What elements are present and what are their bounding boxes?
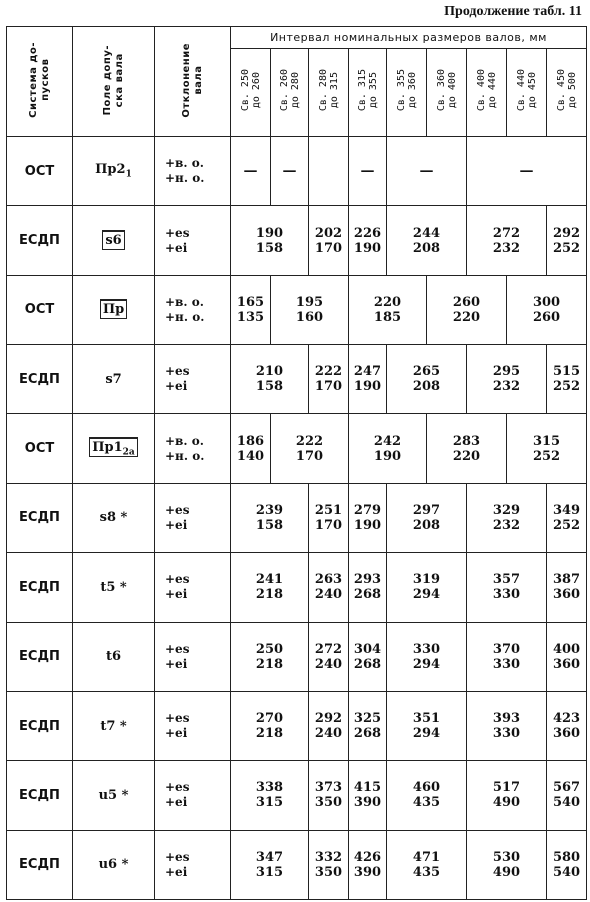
field-label bbox=[95, 162, 132, 180]
value-cell: 295 232 bbox=[467, 345, 547, 414]
system-cell: ОСТ bbox=[7, 275, 73, 344]
value-cell: 330 294 bbox=[387, 622, 467, 691]
header-system-label: Система до- пусков bbox=[27, 42, 51, 118]
field-label bbox=[105, 372, 121, 387]
field-label bbox=[99, 857, 129, 872]
value-cell: 270 218 bbox=[231, 691, 309, 760]
value-cell: 222 170 bbox=[309, 345, 349, 414]
value-cell: 292 252 bbox=[547, 206, 587, 275]
deviation-cell: +es +ei bbox=[155, 761, 231, 830]
range-label: Св. 315 до 355 bbox=[356, 69, 379, 112]
value-cell: 370 330 bbox=[467, 622, 547, 691]
value-cell: 293 268 bbox=[349, 553, 387, 622]
field-main: s7 bbox=[105, 371, 122, 387]
range-label: Св. 440 до 450 bbox=[515, 69, 538, 112]
value-cell: — bbox=[271, 137, 309, 206]
value-cell: 347 315 bbox=[231, 830, 309, 899]
value-cell: 325 268 bbox=[349, 691, 387, 760]
value-cell: — bbox=[231, 137, 271, 206]
value-cell: 357 330 bbox=[467, 553, 547, 622]
header-interval: Интервал номинальных размеров валов, мм bbox=[231, 27, 587, 49]
value-cell: 244 208 bbox=[387, 206, 467, 275]
value-cell: 415 390 bbox=[349, 761, 387, 830]
value-cell: 387 360 bbox=[547, 553, 587, 622]
value-cell: 530 490 bbox=[467, 830, 547, 899]
deviation-cell: +es +ei bbox=[155, 553, 231, 622]
value-cell: 190 158 bbox=[231, 206, 309, 275]
field-label bbox=[100, 299, 127, 319]
range-label: Св. 400 до 440 bbox=[475, 69, 498, 112]
field-main: u5 * bbox=[98, 787, 129, 803]
value-cell: 265 208 bbox=[387, 345, 467, 414]
field-cell bbox=[73, 345, 155, 414]
range-header-0 bbox=[231, 49, 271, 137]
field-main: s8 * bbox=[99, 510, 128, 526]
value-cell: 263 240 bbox=[309, 553, 349, 622]
field-cell bbox=[73, 622, 155, 691]
value-cell: 239 158 bbox=[231, 483, 309, 552]
field-main: t5 * bbox=[100, 579, 127, 595]
value-cell: 423 360 bbox=[547, 691, 587, 760]
table-row bbox=[7, 206, 587, 275]
table-body bbox=[7, 137, 587, 900]
value-cell: 315 252 bbox=[507, 414, 587, 483]
deviation-cell: +es +ei bbox=[155, 691, 231, 760]
value-cell: 241 218 bbox=[231, 553, 309, 622]
value-cell: 297 208 bbox=[387, 483, 467, 552]
value-cell: 460 435 bbox=[387, 761, 467, 830]
field-subscript: 2а bbox=[122, 447, 135, 458]
value-cell: — bbox=[387, 137, 467, 206]
value-cell: 426 390 bbox=[349, 830, 387, 899]
value-cell: 393 330 bbox=[467, 691, 547, 760]
range-label: Св. 355 до 360 bbox=[395, 69, 418, 112]
value-cell bbox=[309, 137, 349, 206]
field-main: t6 bbox=[105, 649, 122, 665]
field-cell bbox=[73, 761, 155, 830]
field-label bbox=[102, 230, 124, 250]
table-row bbox=[7, 830, 587, 899]
value-cell: 400 360 bbox=[547, 622, 587, 691]
deviation-cell: +es +ei bbox=[155, 622, 231, 691]
field-label bbox=[106, 649, 121, 664]
deviation-cell: +в. о. +н. о. bbox=[155, 137, 231, 206]
table-row bbox=[7, 137, 587, 206]
system-cell: ОСТ bbox=[7, 414, 73, 483]
header-field bbox=[73, 27, 155, 137]
field-label bbox=[100, 510, 128, 525]
value-cell: 471 435 bbox=[387, 830, 467, 899]
value-cell: 329 232 bbox=[467, 483, 547, 552]
header-deviation-label: Отклонение вала bbox=[180, 42, 204, 118]
value-cell: 226 190 bbox=[349, 206, 387, 275]
system-cell: ЕСДП bbox=[7, 483, 73, 552]
value-cell: 580 540 bbox=[547, 830, 587, 899]
field-cell bbox=[73, 206, 155, 275]
range-label: Св. 250 до 260 bbox=[239, 69, 262, 112]
value-cell: 300 260 bbox=[507, 275, 587, 344]
value-cell: 250 218 bbox=[231, 622, 309, 691]
value-cell: 165 135 bbox=[231, 275, 271, 344]
range-label: Св. 280 до 315 bbox=[317, 69, 340, 112]
system-cell: ЕСДП bbox=[7, 691, 73, 760]
field-cell bbox=[73, 137, 155, 206]
field-main: Пр2 bbox=[95, 162, 126, 178]
system-cell: ОСТ bbox=[7, 137, 73, 206]
value-cell: 251 170 bbox=[309, 483, 349, 552]
range-label: Св. 450 до 500 bbox=[555, 69, 578, 112]
value-cell: 260 220 bbox=[427, 275, 507, 344]
value-cell: 247 190 bbox=[349, 345, 387, 414]
value-cell: 338 315 bbox=[231, 761, 309, 830]
value-cell: 202 170 bbox=[309, 206, 349, 275]
field-label bbox=[100, 580, 126, 595]
field-cell bbox=[73, 553, 155, 622]
deviation-cell: +в. о. +н. о. bbox=[155, 275, 231, 344]
table-row bbox=[7, 345, 587, 414]
value-cell: 304 268 bbox=[349, 622, 387, 691]
value-cell: 517 490 bbox=[467, 761, 547, 830]
value-cell: 272 232 bbox=[467, 206, 547, 275]
value-cell: 515 252 bbox=[547, 345, 587, 414]
field-cell bbox=[73, 483, 155, 552]
value-cell: 220 185 bbox=[349, 275, 427, 344]
range-label: Св. 260 до 280 bbox=[278, 69, 301, 112]
deviation-cell: +es +ei bbox=[155, 345, 231, 414]
value-cell: 292 240 bbox=[309, 691, 349, 760]
value-cell: 373 350 bbox=[309, 761, 349, 830]
table-row bbox=[7, 275, 587, 344]
header-field-label: Поле допу- ска вала bbox=[101, 44, 125, 116]
field-label bbox=[99, 788, 129, 803]
value-cell: 272 240 bbox=[309, 622, 349, 691]
table-row bbox=[7, 691, 587, 760]
table-row bbox=[7, 483, 587, 552]
value-cell: 186 140 bbox=[231, 414, 271, 483]
value-cell: 279 190 bbox=[349, 483, 387, 552]
system-cell: ЕСДП bbox=[7, 206, 73, 275]
field-subscript: 1 bbox=[125, 169, 132, 180]
deviation-cell: +es +ei bbox=[155, 830, 231, 899]
value-cell: 351 294 bbox=[387, 691, 467, 760]
field-cell bbox=[73, 275, 155, 344]
value-cell: 195 160 bbox=[271, 275, 349, 344]
field-main: Пр1 bbox=[92, 439, 123, 455]
system-cell: ЕСДП bbox=[7, 830, 73, 899]
field-cell bbox=[73, 414, 155, 483]
field-main: s6 bbox=[105, 233, 122, 249]
range-header-5 bbox=[427, 49, 467, 137]
deviation-cell: +es +ei bbox=[155, 206, 231, 275]
field-label bbox=[89, 437, 138, 457]
table-row bbox=[7, 553, 587, 622]
header-system bbox=[7, 27, 73, 137]
range-header-6 bbox=[467, 49, 507, 137]
field-main: u6 * bbox=[98, 857, 129, 873]
value-cell: — bbox=[467, 137, 587, 206]
range-header-7 bbox=[507, 49, 547, 137]
value-cell: 283 220 bbox=[427, 414, 507, 483]
range-header-1 bbox=[271, 49, 309, 137]
value-cell: 349 252 bbox=[547, 483, 587, 552]
field-cell bbox=[73, 830, 155, 899]
field-label bbox=[100, 719, 126, 734]
deviation-cell: +es +ei bbox=[155, 483, 231, 552]
system-cell: ЕСДП bbox=[7, 345, 73, 414]
field-main: Пр bbox=[102, 302, 125, 318]
table-row bbox=[7, 761, 587, 830]
table-row bbox=[7, 622, 587, 691]
range-header-2 bbox=[309, 49, 349, 137]
range-label: Св. 360 до 400 bbox=[435, 69, 458, 112]
range-header-8 bbox=[547, 49, 587, 137]
header-deviation bbox=[155, 27, 231, 137]
field-cell bbox=[73, 691, 155, 760]
system-cell: ЕСДП bbox=[7, 622, 73, 691]
value-cell: — bbox=[349, 137, 387, 206]
table-caption: Продолжение табл. 11 bbox=[444, 4, 582, 19]
table-row bbox=[7, 414, 587, 483]
range-header-4 bbox=[387, 49, 427, 137]
value-cell: 332 350 bbox=[309, 830, 349, 899]
value-cell: 242 190 bbox=[349, 414, 427, 483]
field-main: t7 * bbox=[100, 718, 127, 734]
value-cell: 567 540 bbox=[547, 761, 587, 830]
deviation-cell: +в. о. +н. о. bbox=[155, 414, 231, 483]
system-cell: ЕСДП bbox=[7, 553, 73, 622]
value-cell: 319 294 bbox=[387, 553, 467, 622]
value-cell: 222 170 bbox=[271, 414, 349, 483]
system-cell: ЕСДП bbox=[7, 761, 73, 830]
range-header-3 bbox=[349, 49, 387, 137]
value-cell: 210 158 bbox=[231, 345, 309, 414]
tolerance-table bbox=[6, 26, 587, 900]
